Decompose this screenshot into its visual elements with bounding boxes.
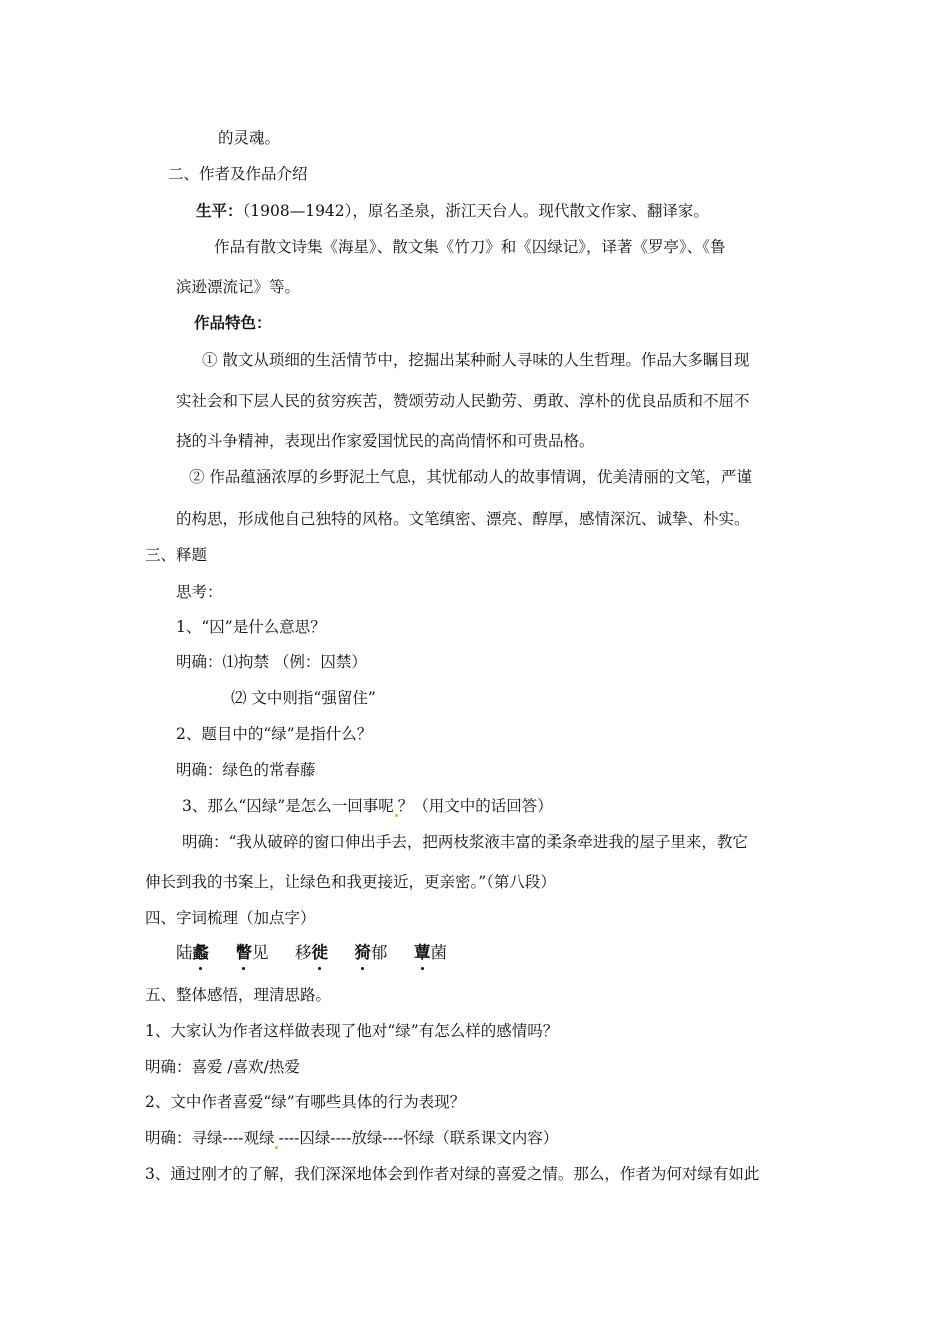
char: 见 [252, 943, 269, 962]
text-line: 思考： [176, 583, 223, 601]
section-heading: 三、释题 [145, 546, 208, 564]
dotted-char: 瞥 [235, 943, 252, 962]
section-heading: 五、整体感悟，理清思路。 [145, 986, 332, 1004]
text-line: 实社会和下层人民的贫穷疾苦，赞颂劳动人民勤劳、勇敢、淳朴的优良品质和不屈不 [176, 392, 750, 410]
char: 菌 [430, 943, 447, 962]
dotted-char: 蠡 [192, 943, 209, 962]
text-line: 滨逊漂流记》等。 [176, 278, 301, 296]
text-line: 的构思，形成他自己独特的风格。文笔缜密、漂亮、醇厚，感情深沉、诚挚、朴实。 [176, 510, 750, 528]
text-line: 2、文中作者喜爱“绿”有哪些具体的行为表现？ [145, 1093, 466, 1111]
text-line [182, 795, 553, 817]
vocab-word-3 [295, 943, 328, 962]
text-line: 明确：喜爱 /喜欢/热爱 [145, 1058, 300, 1076]
text-line: 1、大家认为作者这样做表现了他对“绿”有怎么样的感情吗？ [145, 1022, 559, 1040]
text-line: 作品有散文诗集《海星》、散文集《竹刀》和《囚绿记》，译著《罗亭》、《鲁 [214, 238, 726, 256]
text-line [145, 1127, 558, 1149]
vocab-word-1 [176, 943, 209, 962]
text-line: ⑵ 文中则指“强留住” [231, 689, 376, 707]
label-shengping: 生平： [196, 201, 243, 220]
text-line: 3、通过刚才的了解，我们深深地体会到作者对绿的喜爱之情。那么，作者为何对绿有如此 [145, 1165, 760, 1183]
dotted-char: 猗 [354, 943, 371, 962]
text-segment: 3、那么“囚绿”是怎么一回事呢 [182, 797, 394, 815]
text-line: 的灵魂。 [218, 129, 281, 147]
text-line: 伸长到我的书案上，让绿色和我更接近，更亲密。”（第八段） [145, 873, 556, 891]
dotted-char: 徙 [311, 943, 328, 962]
vocab-word-5 [414, 943, 447, 962]
text-segment: 明确：寻绿----观绿 [145, 1129, 275, 1147]
char: 郁 [371, 943, 388, 962]
text-line: 挠的斗争精神，表现出作家爱国忧民的高尚情怀和可贵品格。 [176, 432, 595, 450]
text-line: 1、“囚”是什么意思？ [176, 618, 326, 636]
char: 陆 [176, 943, 193, 962]
text-line: 明确：“我从破碎的窗口伸出手去，把两枝浆液丰富的柔条牵进我的屋子里来，教它 [182, 833, 748, 851]
text-line: 明确：绿色的常春藤 [176, 761, 316, 779]
text-shengping: （1908—1942），原名圣泉，浙江天台人。现代散文作家、翻译家。 [242, 202, 709, 220]
section-heading: 二、作者及作品介绍 [168, 165, 308, 183]
char: 移 [295, 943, 312, 962]
vocab-word-4 [355, 943, 388, 962]
dotted-char: 蕈 [414, 943, 431, 962]
text-segment: ----囚绿----放绿----怀绿（联系课文内容） [278, 1129, 559, 1147]
text-line: 明确：⑴拘禁 （例：囚禁） [176, 653, 367, 671]
text-line [196, 200, 709, 222]
vocab-line [176, 942, 447, 964]
section-heading: 四、字词梳理（加点字） [145, 909, 316, 927]
vocab-word-2 [236, 943, 269, 962]
text-line: ② 作品蕴涵浓厚的乡野泥土气息，其忧郁动人的故事情调，优美清丽的文笔，严谨 [189, 468, 752, 486]
text-line: 2、题目中的“绿”是指什么？ [176, 725, 373, 743]
text-segment: ？（用文中的话回答） [397, 797, 553, 815]
text-line: ① 散文从琐细的生活情节中，挖掘出某种耐人寻味的人生哲理。作品大多瞩目现 [202, 351, 750, 369]
label-features: 作品特色： [194, 313, 272, 332]
